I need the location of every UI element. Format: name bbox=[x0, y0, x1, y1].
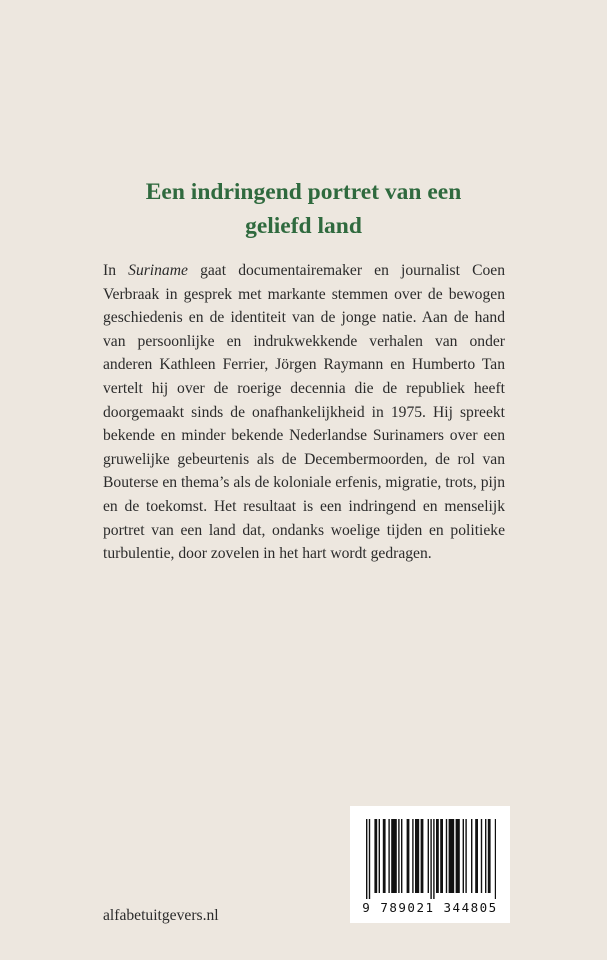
isbn-barcode bbox=[350, 806, 510, 923]
barcode-bar bbox=[391, 819, 397, 893]
barcode-bar bbox=[475, 819, 478, 893]
barcode-bars bbox=[364, 819, 496, 899]
barcode-bar bbox=[446, 819, 447, 893]
barcode-bar bbox=[398, 819, 399, 893]
barcode-bar bbox=[495, 819, 496, 899]
barcode-bar bbox=[471, 819, 472, 893]
barcode-bar bbox=[401, 819, 402, 893]
barcode-bar bbox=[407, 819, 410, 893]
blurb-text: gaat documentairemaker en journalist Coen Verbraak in gesprek met markante stemmen over de bewogen geschiedenis en de identiteit van de jonge natie. Aan de hand van persoonlijke en indrukwekkende verhalen van onder anderen Kathleen Ferrier, Jörgen Raymann en Humberto Tan vertelt hij over de roerige decennia die de republiek heeft doorgemaakt sinds de onafhankelijkheid in 1975. Hij spreekt bekende en minder bekende Nederlandse Surinamers over een gruwelijke gebeurtenis als de Decembermoorden, de rol van Bouterse en thema’s als de koloniale erfenis, migratie, trots, pijn en de toekomst. Het resultaat is een indringend en menselijk portret van een land dat, ondanks woelige tijden en politieke turbulentie, door zovelen in het hart wordt gedragen. bbox=[103, 262, 505, 563]
barcode-bar bbox=[388, 819, 389, 893]
barcode-bar bbox=[440, 819, 443, 893]
barcode-bar bbox=[463, 819, 464, 893]
barcode-bar bbox=[481, 819, 482, 893]
blurb-prefix: In bbox=[103, 262, 129, 279]
barcode-bar bbox=[485, 819, 486, 893]
barcode-bar bbox=[436, 819, 439, 893]
barcode-bar bbox=[488, 819, 491, 893]
barcode-bar bbox=[433, 819, 434, 899]
book-title-italic: Suriname bbox=[128, 262, 188, 279]
barcode-bar bbox=[412, 819, 413, 893]
blurb-body bbox=[103, 259, 505, 566]
barcode-bar bbox=[456, 819, 460, 893]
barcode-bar bbox=[369, 819, 370, 899]
publisher-website: alfabetuitgevers.nl bbox=[103, 907, 219, 924]
barcode-bar bbox=[428, 819, 429, 893]
blurb-heading-line-2: geliefd land bbox=[245, 213, 362, 239]
barcode-bar bbox=[383, 819, 386, 893]
blurb-heading-line-1: Een indringend portret van een bbox=[145, 179, 462, 205]
barcode-bar bbox=[379, 819, 380, 893]
barcode-bar bbox=[374, 819, 377, 893]
barcode-bar bbox=[415, 819, 419, 893]
blurb-heading bbox=[0, 175, 607, 243]
barcode-bar bbox=[449, 819, 455, 893]
barcode-bar bbox=[366, 819, 367, 899]
barcode-bar bbox=[421, 819, 424, 893]
barcode-digits: 9 789021 344805 bbox=[362, 900, 498, 915]
barcode-bar bbox=[430, 819, 431, 899]
barcode-bar bbox=[465, 819, 466, 893]
